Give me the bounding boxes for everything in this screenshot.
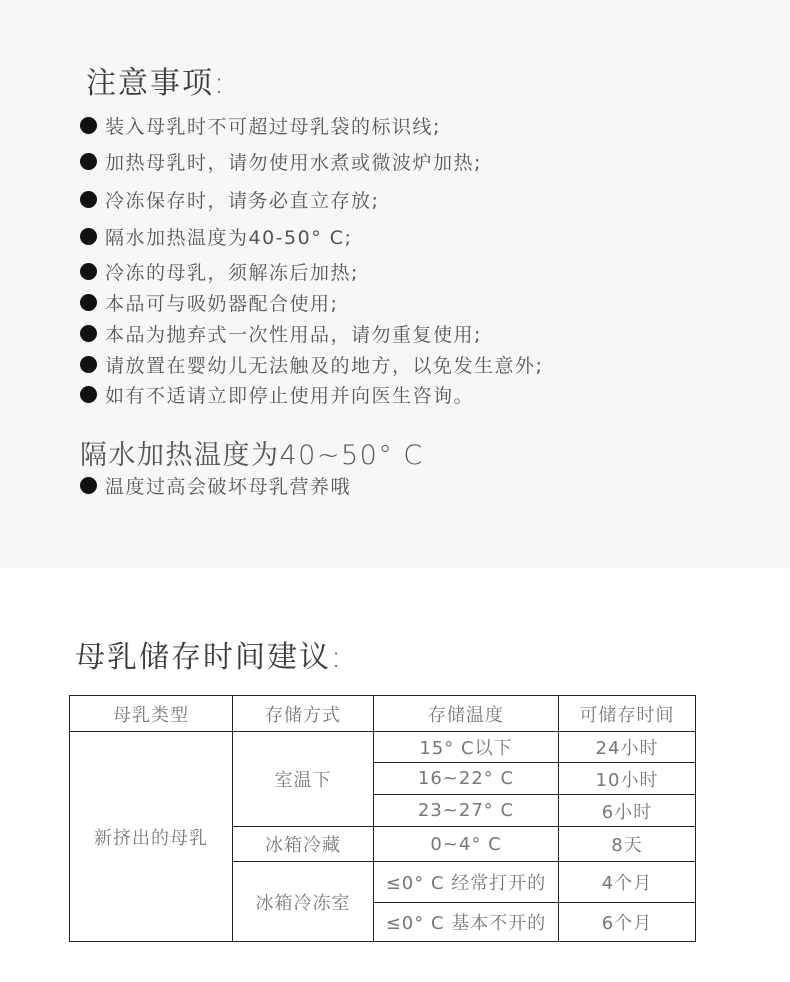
method-room-temp: 室温下 — [274, 770, 332, 791]
note-text: 本品为抛弃式一次性用品，请勿重复使用; — [105, 324, 482, 346]
note-text: 本品可与吸奶器配合使用; — [105, 293, 339, 315]
note-item — [80, 387, 474, 406]
note-item — [80, 154, 482, 173]
note-item — [80, 326, 482, 345]
note-item — [80, 357, 543, 376]
note-text: 冷冻保存时，请务必直立存放; — [105, 190, 380, 212]
note-text: 装入母乳时不可超过母乳袋的标识线; — [105, 116, 441, 138]
notes-title: 注意事项: — [86, 66, 227, 101]
time-cell: 8天 — [611, 835, 643, 856]
bullet-icon — [80, 386, 97, 403]
time-cell: 10小时 — [595, 769, 659, 791]
header-milk-type: 母乳类型 — [113, 704, 189, 726]
note-text: 冷冻的母乳，须解冻后加热; — [105, 262, 359, 284]
method-fridge: 冰箱冷藏 — [265, 835, 341, 856]
temp-cell: ≤0° C 基本不开的 — [385, 913, 547, 934]
header-storage-temp: 存储温度 — [428, 704, 504, 726]
bullet-icon — [80, 477, 97, 494]
bullet-icon — [80, 294, 97, 311]
note-text: 如有不适请立即停止使用并向医生咨询。 — [105, 385, 475, 407]
heating-title: 隔水加热温度为40~50° C — [80, 440, 424, 471]
note-item — [80, 229, 352, 248]
header-storage-time: 可储存时间 — [579, 704, 675, 726]
milk-type-cell: 新挤出的母乳 — [94, 827, 208, 849]
note-item — [80, 192, 379, 211]
note-item — [80, 295, 338, 314]
bullet-icon — [80, 117, 97, 134]
note-text: 加热母乳时，请勿使用水煮或微波炉加热; — [105, 152, 482, 174]
bullet-icon — [80, 263, 97, 280]
bullet-icon — [80, 191, 97, 208]
note-text: 隔水加热温度为40-50° C; — [105, 227, 353, 249]
heating-tip-text: 温度过高会破坏母乳营养哦 — [105, 476, 352, 498]
temp-cell: 16~22° C — [417, 768, 515, 789]
note-item — [80, 264, 359, 283]
bullet-icon — [80, 325, 97, 342]
time-cell: 4个月 — [601, 873, 653, 894]
storage-table — [69, 695, 696, 942]
note-text: 请放置在婴幼儿无法触及的地方，以免发生意外; — [105, 355, 544, 377]
note-item — [80, 118, 441, 137]
time-cell: 6个月 — [601, 913, 653, 934]
bullet-icon — [80, 228, 97, 245]
method-freezer: 冰箱冷冻室 — [255, 892, 351, 914]
bullet-icon — [80, 153, 97, 170]
temp-cell: 15° C以下 — [419, 738, 513, 759]
heating-tip — [80, 478, 351, 497]
temp-cell: ≤0° C 经常打开的 — [385, 873, 547, 894]
time-cell: 24小时 — [595, 738, 659, 759]
temp-cell: 0~4° C — [430, 833, 502, 855]
time-cell: 6小时 — [601, 801, 653, 823]
bullet-icon — [80, 356, 97, 373]
temp-cell: 23~27° C — [417, 800, 515, 821]
storage-title: 母乳储存时间建议: — [75, 640, 344, 675]
header-storage-method: 存储方式 — [265, 704, 341, 726]
